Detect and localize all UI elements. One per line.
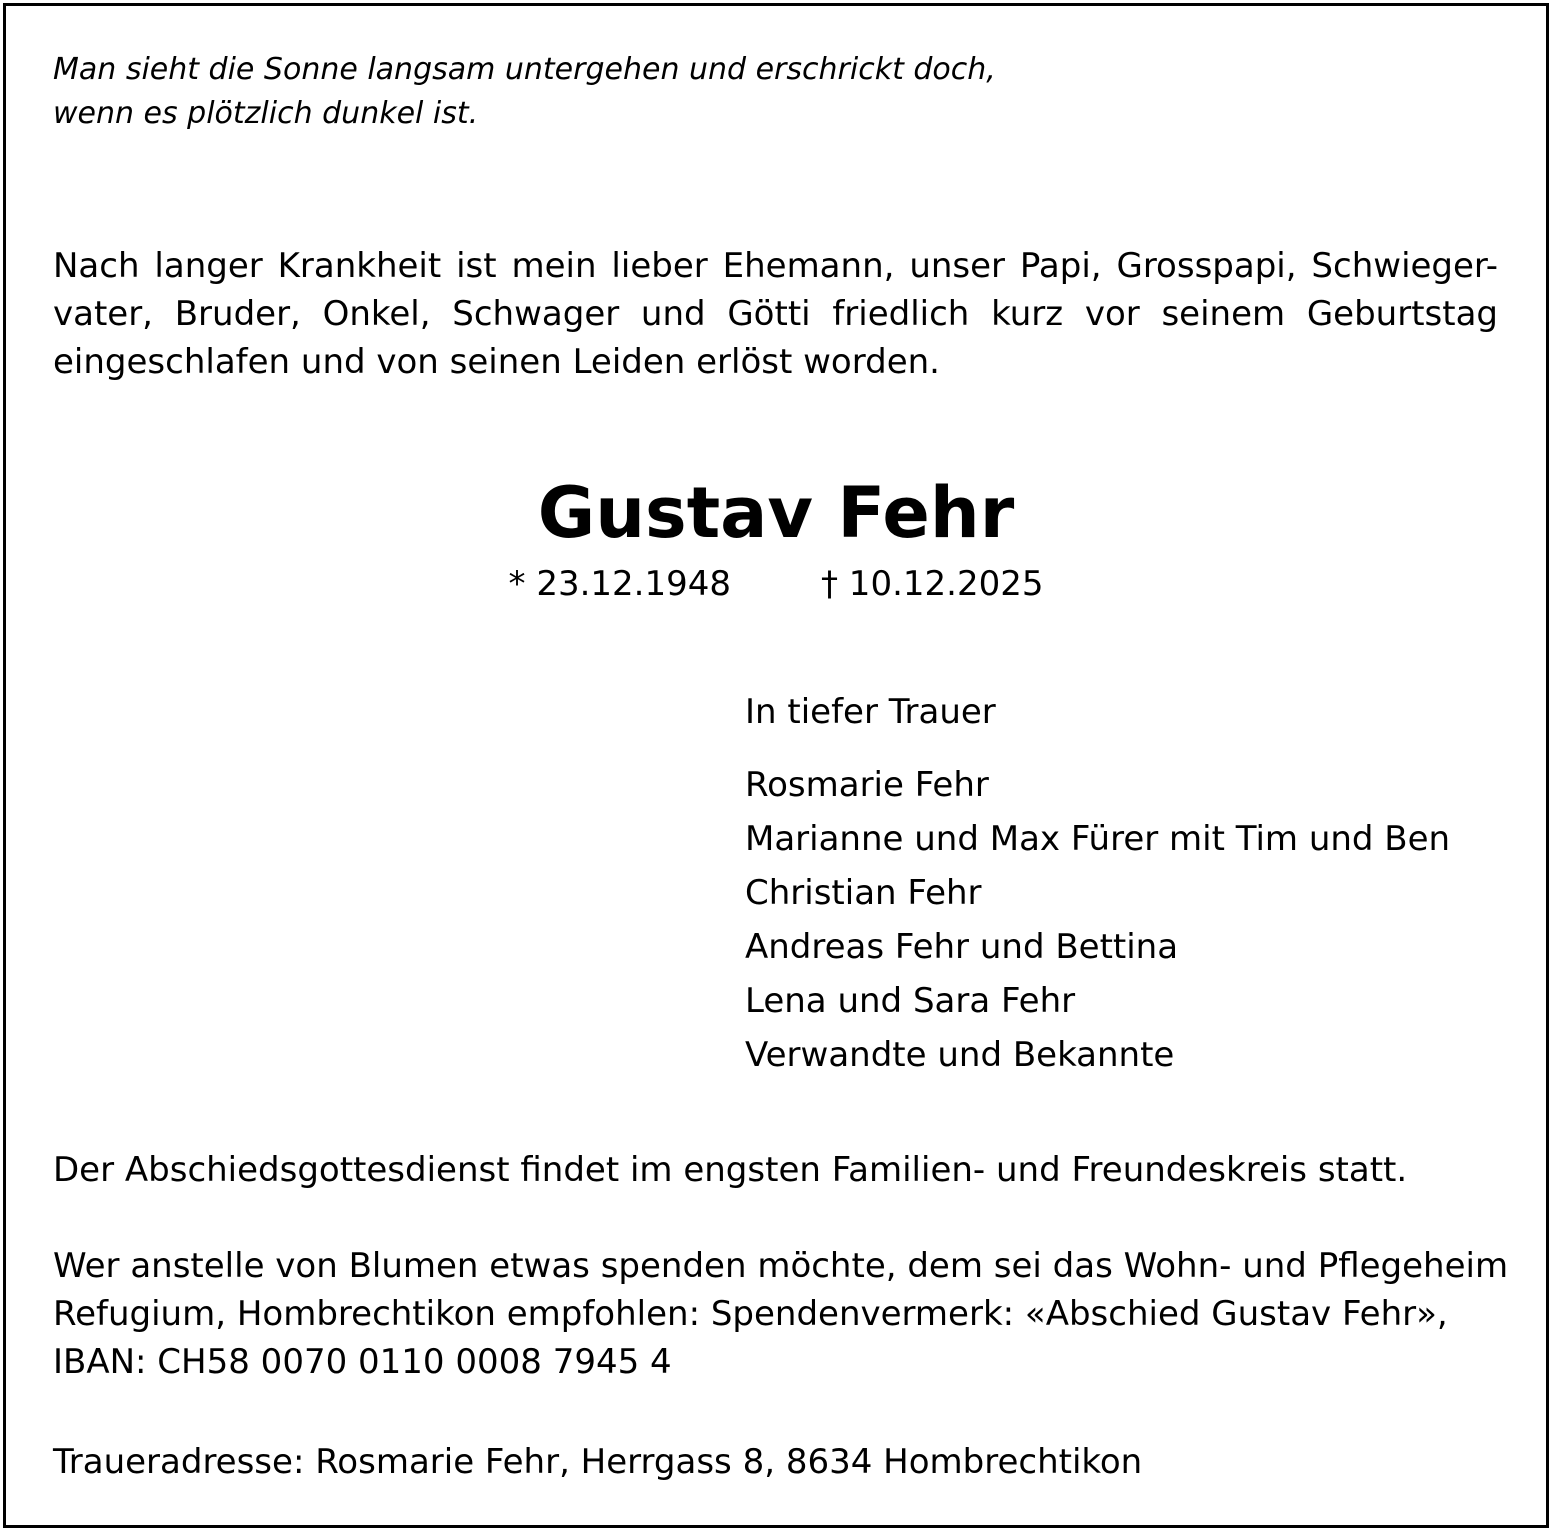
mourner-name: Lena und Sara Fehr (745, 981, 1076, 1021)
mourner-name: Marianne und Max Fürer mit Tim und Ben (745, 819, 1451, 859)
donation-line: Refugium, Hombrechtikon empfohlen: Spendenvermerk: «Abschied Gustav Fehr», (53, 1294, 1448, 1334)
life-dates (0, 560, 1552, 608)
service-notice: Der Abschiedsgottesdienst findet im engsten Familien- und Freundeskreis statt. (53, 1150, 1408, 1190)
intro-line: Nach langer Krankheit ist mein lieber Ehemann, unser Papi, Grosspapi, Schwieger- (53, 246, 1498, 286)
mourning-address: Traueradresse: Rosmarie Fehr, Herrgass 8, 8634 Hombrechtikon (53, 1442, 1143, 1482)
donation-iban: IBAN: CH58 0070 0110 0008 7945 4 (53, 1342, 672, 1382)
mourner-name: Verwandte und Bekannte (745, 1035, 1175, 1075)
intro-line: eingeschlafen und von seinen Leiden erlöst worden. (53, 342, 940, 382)
opening-quote (53, 48, 1153, 136)
mourner-name: Andreas Fehr und Bettina (745, 927, 1179, 967)
mourning-heading: In tiefer Trauer (745, 692, 996, 732)
mourner-name: Rosmarie Fehr (745, 765, 989, 805)
donation-notice (53, 1242, 1509, 1386)
deceased-name: Gustav Fehr (537, 472, 1015, 554)
donation-line: Wer anstelle von Blumen etwas spenden möchte, dem sei das Wohn- und Pflegeheim (53, 1246, 1509, 1286)
death-date: † 10.12.2025 (821, 564, 1044, 604)
intro-line: vater, Bruder, Onkel, Schwager und Götti friedlich kurz vor seinem Geburtstag (53, 294, 1498, 334)
birth-date: * 23.12.1948 (508, 564, 731, 604)
quote-line: Man sieht die Sonne langsam untergehen und erschrickt doch, (53, 52, 996, 87)
mourner-name: Christian Fehr (745, 873, 982, 913)
intro-paragraph (53, 242, 1498, 386)
quote-line: wenn es plötzlich dunkel ist. (53, 96, 479, 131)
mourners-list (745, 758, 1450, 1082)
